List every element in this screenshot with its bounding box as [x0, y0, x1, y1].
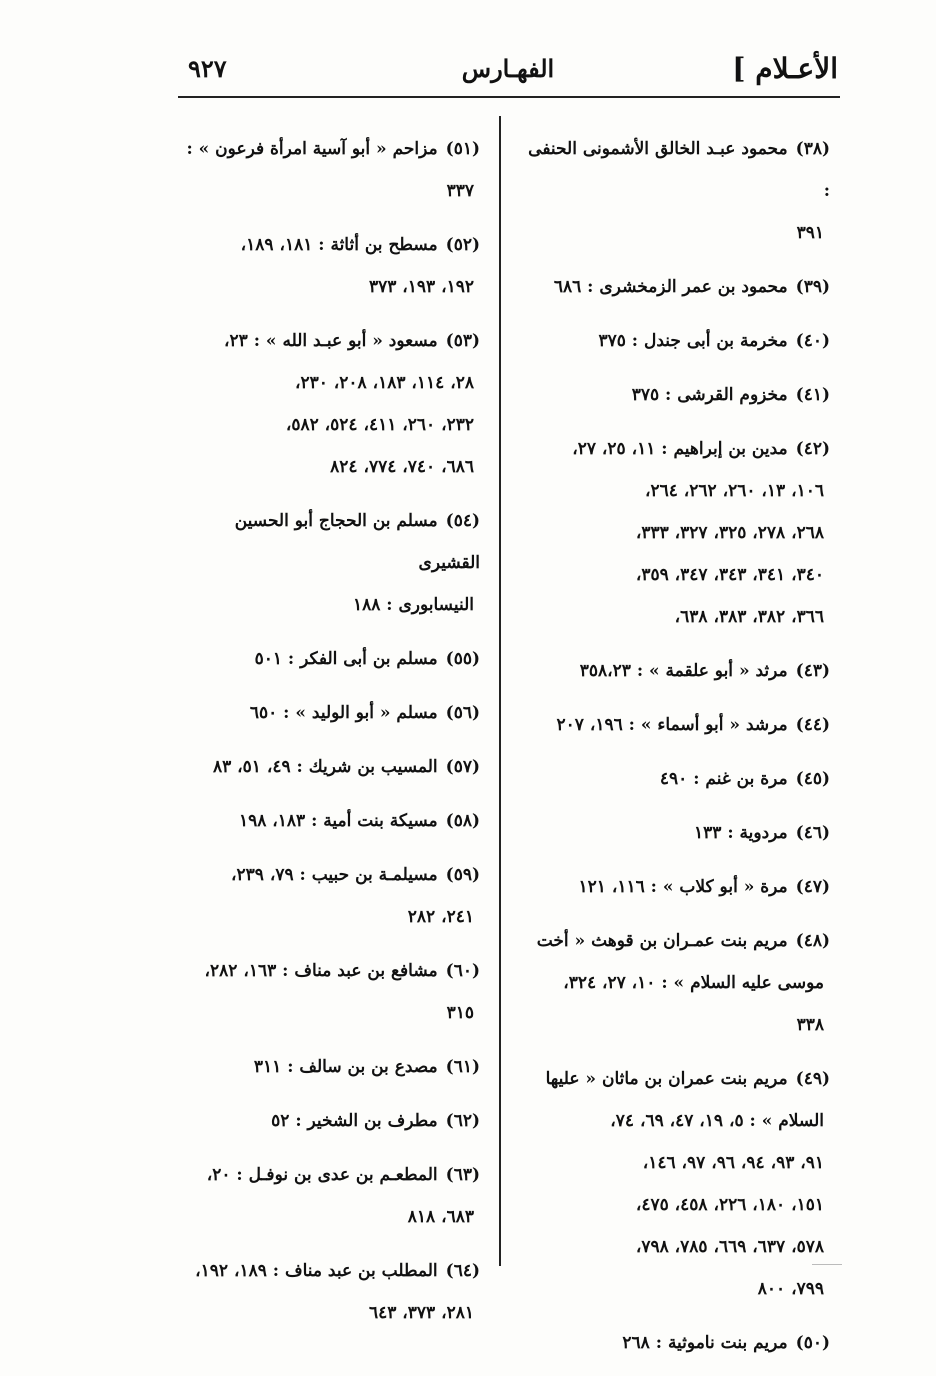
entry-number: (٦٢) [445, 1111, 480, 1131]
entry-continuation: ٦٨٦، ٧٤٠، ٧٧٤، ٨٢٤ [330, 457, 474, 477]
index-entry [178, 1154, 480, 1238]
entry-number: (٦٤) [445, 1261, 480, 1281]
entry-number: (٥٥) [445, 649, 480, 669]
entry-text: المسيب بن شريك : ٤٩، ٥١، ٨٣ [213, 757, 438, 777]
index-entry [520, 128, 830, 254]
page-header [178, 52, 838, 92]
entry-continuation: ٥٧٨، ٦٣٧، ٦٦٩، ٧٨٥، ٧٩٨، [635, 1237, 824, 1257]
entry-number: (٤١) [795, 385, 830, 405]
entry-text: المطلب بن عبد مناف : ١٨٩، ١٩٢، [195, 1261, 438, 1281]
entry-continuation: ٢٨، ١١٤، ١٨٣، ٢٠٨، ٢٣٠، [294, 373, 474, 393]
entry-continuation: ١٠٦، ١٣، ٢٦٠، ٢٦٢، ٢٦٤، [644, 481, 824, 501]
right-column [520, 128, 830, 1376]
entry-text: محمود عبـد الخالق الأشمونى الحنفى : [528, 139, 830, 201]
index-entry [520, 1322, 830, 1364]
entry-number: (٥٣) [445, 331, 480, 351]
entry-text: مريم بنت عمـران بن قوهث « أخت [536, 931, 788, 951]
entry-number: (٣٨) [795, 139, 830, 159]
entry-text: مسلم « أبو الوليد » : ٦٥٠ [249, 703, 438, 723]
entry-continuation: ٣٣٨ [796, 1015, 824, 1035]
entry-text: المطعـم بن عدى بن نوفـل : ٢٠، [206, 1165, 438, 1185]
entry-continuation: ٢٤١، ٢٨٢ [407, 907, 474, 927]
entry-continuation: ١٥١، ١٨٠، ٢٢٦، ٤٥٨، ٤٧٥، [635, 1195, 824, 1215]
entry-continuation: ٣٩١ [796, 223, 824, 243]
entry-continuation: النيسابورى : ١٨٨ [352, 595, 474, 615]
entry-text: مشافع بن عبد مناف : ١٦٣، ٢٨٢، [204, 961, 438, 981]
entry-number: (٤٩) [795, 1069, 830, 1089]
entry-continuation: السلام » : ٥، ١٩، ٤٧، ٦٩، ٧٤، [610, 1111, 824, 1131]
index-entry [520, 812, 830, 854]
section-title: الأعـلام ] [732, 52, 838, 85]
index-entry [178, 128, 480, 212]
index-entry [178, 638, 480, 680]
page-title: الفهـارس [461, 54, 555, 83]
entry-continuation: موسى عليه السلام » : ١٠، ٢٧، ٣٢٤، [563, 973, 824, 993]
entry-text: مسلم بن أبى الفكر : ٥٠١ [254, 649, 438, 669]
entry-number: (٤٣) [795, 661, 830, 681]
header-rule [178, 96, 840, 98]
entry-continuation: ١٩٢، ١٩٣، ٣٧٣ [368, 277, 474, 297]
entry-number: (٤٧) [795, 877, 830, 897]
entry-number: (٥٦) [445, 703, 480, 723]
entry-text: مخزوم القرشى : ٣٧٥ [631, 385, 788, 405]
entry-number: (٥٤) [445, 511, 480, 531]
index-entry [520, 920, 830, 1046]
entry-number: (٥٠) [795, 1333, 830, 1353]
entry-text: مريم بنت ناموثية : ٢٦٨ [622, 1333, 788, 1353]
index-entry [520, 320, 830, 362]
index-entry [178, 320, 480, 488]
entry-continuation: ٩١، ٩٣، ٩٤، ٩٦، ٩٧، ١٤٦، [642, 1153, 824, 1173]
entry-text: مرشد « أبو أسماء » : ١٩٦، ٢٠٧ [556, 715, 788, 735]
page-number: ٩٢٧ [188, 54, 227, 83]
entry-text: مرة « أبو كلاب » : ١١٦، ١٢١ [578, 877, 788, 897]
entry-number: (٦٣) [445, 1165, 480, 1185]
entry-continuation: ٢٦٨، ٢٧٨، ٣٢٥، ٣٢٧، ٣٣٣، [635, 523, 824, 543]
entry-text: مزاحم « أبو آسية امرأة فرعون » : [186, 139, 438, 159]
entry-text: مصدع بن بن سالف : ٣١١ [253, 1057, 438, 1077]
index-entry [178, 692, 480, 734]
entry-text: مسطح بن أثاثة : ١٨١، ١٨٩، [240, 235, 438, 255]
index-entry [178, 224, 480, 308]
index-entry [178, 746, 480, 788]
entry-number: (٥٢) [445, 235, 480, 255]
entry-continuation: ٦٨٣، ٨١٨ [407, 1207, 474, 1227]
entry-number: (٣٩) [795, 277, 830, 297]
index-entry [520, 1058, 830, 1310]
index-entry [520, 428, 830, 638]
entry-text: مسلم بن الحجاج أبو الحسين القشيرى [234, 511, 480, 573]
index-entry [178, 854, 480, 938]
entry-number: (٥١) [445, 139, 480, 159]
index-entry [178, 500, 480, 626]
index-entry [178, 1046, 480, 1088]
entry-text: مدين بن إبراهيم : ١١، ٢٥، ٢٧، [572, 439, 788, 459]
index-entry [520, 374, 830, 416]
entry-text: مسيكة بنت أمية : ١٨٣، ١٩٨ [238, 811, 438, 831]
entry-continuation: ٧٩٩، ٨٠٠ [757, 1279, 824, 1299]
entry-number: (٤٢) [795, 439, 830, 459]
index-entry [520, 650, 830, 692]
index-entry [520, 758, 830, 800]
index-entry [520, 866, 830, 908]
entry-number: (٦١) [445, 1057, 480, 1077]
entry-number: (٥٨) [445, 811, 480, 831]
entry-continuation: ٣١٥ [446, 1003, 474, 1023]
entry-continuation: ٢٨١، ٣٧٣، ٦٤٣ [368, 1303, 474, 1323]
entry-number: (٤٨) [795, 931, 830, 951]
entry-text: مسيلمـة بن حبيب : ٧٩، ٢٣٩، [231, 865, 438, 885]
entry-number: (٤٠) [795, 331, 830, 351]
entry-text: مرثد « أبو علقمة » : ٣٥٨،٢٣ [579, 661, 788, 681]
entry-number: (٥٧) [445, 757, 480, 777]
entry-number: (٦٠) [445, 961, 480, 981]
entry-continuation: ٣٤٠، ٣٤١، ٣٤٣، ٣٤٧، ٣٥٩، [635, 565, 824, 585]
entry-number: (٤٦) [795, 823, 830, 843]
index-entry [178, 800, 480, 842]
entry-text: مريم بنت عمران بن ماثان « عليها [545, 1069, 788, 1089]
entry-text: مخرمة بن أبى جندل : ٣٧٥ [598, 331, 788, 351]
column-divider [499, 116, 501, 1266]
entry-number: (٤٥) [795, 769, 830, 789]
corner-mark [812, 1264, 842, 1265]
index-entry [520, 266, 830, 308]
entry-text: مردوية : ١٣٣ [694, 823, 788, 843]
entry-number: (٤٤) [795, 715, 830, 735]
index-entry [178, 1250, 480, 1334]
index-entry [520, 704, 830, 746]
entry-continuation: ٣٦٦، ٣٨٢، ٣٨٣، ٦٣٨، [674, 607, 824, 627]
entry-continuation: ٣٣٧ [446, 181, 474, 201]
entry-text: مطرف بن الشخير : ٥٢ [271, 1111, 438, 1131]
left-column [178, 128, 480, 1346]
entry-text: مسعود « أبو عبـد الله » : ٢٣، [224, 331, 438, 351]
index-entry [178, 950, 480, 1034]
index-entry [178, 1100, 480, 1142]
entry-continuation: ٢٣٢، ٢٦٠، ٤١١، ٥٢٤، ٥٨٢، [285, 415, 474, 435]
entry-text: مرة بن غنم : ٤٩٠ [659, 769, 788, 789]
entry-number: (٥٩) [445, 865, 480, 885]
entry-text: محمود بن عمر الزمخشرى : ٦٨٦ [553, 277, 788, 297]
